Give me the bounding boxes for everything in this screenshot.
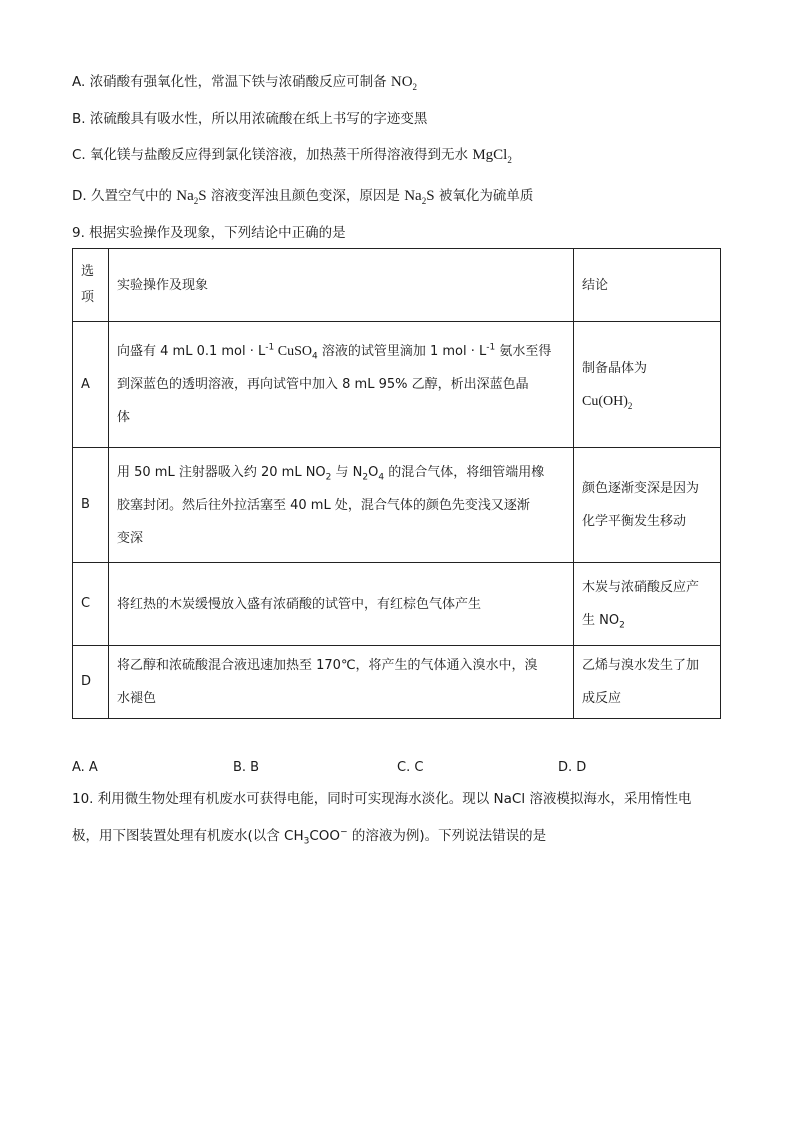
row-conclusion: 颜色逐渐变深是因为 化学平衡发生移动 bbox=[574, 448, 721, 563]
row-option: C bbox=[73, 563, 109, 646]
answer-choice-c: C. C bbox=[397, 760, 424, 775]
option-b-prev: B. 浓硫酸具有吸水性，所以用浓硫酸在纸上书写的字迹变黑 bbox=[72, 111, 428, 127]
table-header-row bbox=[73, 249, 721, 322]
question-10-line-1: 10. 利用微生物处理有机废水可获得电能，同时可实现海水淡化。现以 NaCl 溶液模拟海水，采用惰性电 bbox=[72, 791, 692, 807]
row-conclusion: 乙烯与溴水发生了加 成反应 bbox=[574, 646, 721, 719]
header-option: 选 项 bbox=[73, 249, 109, 322]
formula-na2s-2: $Na_2S$ bbox=[404, 188, 435, 206]
table-row bbox=[73, 322, 721, 448]
option-a-prev: A. 浓硝酸有强氧化性，常温下铁与浓硝酸反应可制备 $NO_2$ bbox=[72, 74, 418, 92]
row-operation: 用 50 mL 注射器吸入约 20 mL $NO_2$ 与 $N_2O_4$ 的混合气体，将细管端用橡 胶塞封闭。然后往外拉活塞至 40 mL 处，混合气体的颜色先变浅又逐渐 变深 bbox=[109, 448, 574, 563]
row-option: D bbox=[73, 646, 109, 719]
formula-mgcl2: MgCl$_2$ bbox=[472, 147, 512, 165]
answer-choice-d: D. D bbox=[558, 760, 587, 775]
formula-no2: $NO_2$ bbox=[390, 74, 418, 92]
option-c-prev: C. 氧化镁与盐酸反应得到氯化镁溶液，加热蒸干所得溶液得到无水 MgCl$_2$ bbox=[72, 147, 512, 165]
question-9-stem: 9. 根据实验操作及现象，下列结论中正确的是 bbox=[72, 225, 346, 241]
row-option: A bbox=[73, 322, 109, 448]
question-10-line-2: 极，用下图装置处理有机废水(以含 $CH_3COO^-$ 的溶液为例)。下列说法错误的是 bbox=[72, 827, 547, 847]
row-conclusion: 制备晶体为 $Cu(OH)_2$ bbox=[574, 322, 721, 448]
header-operation: 实验操作及现象 bbox=[109, 249, 574, 322]
answer-choice-b: B. B bbox=[233, 760, 260, 775]
formula-na2s: $Na_2S$ bbox=[176, 188, 207, 206]
table-row bbox=[73, 646, 721, 719]
answer-choices bbox=[72, 760, 721, 778]
row-operation: 将乙醇和浓硫酸混合液迅速加热至 170℃，将产生的气体通入溴水中，溴 水褪色 bbox=[109, 646, 574, 719]
row-option: B bbox=[73, 448, 109, 563]
experiment-table bbox=[72, 248, 721, 719]
table-row bbox=[73, 448, 721, 563]
row-operation: 将红热的木炭缓慢放入盛有浓硝酸的试管中，有红棕色气体产生 bbox=[109, 563, 574, 646]
answer-choice-a: A. A bbox=[72, 760, 98, 775]
header-conclusion: 结论 bbox=[574, 249, 721, 322]
option-d-prev: D. 久置空气中的 $Na_2S$ 溶液变浑浊且颜色变深，原因是 $Na_2S$ 被氧化为硫单质 bbox=[72, 188, 534, 206]
row-operation: 向盛有 4 mL 0.1 mol · $L^{-1}$ CuSO$_4$ 溶液的试管里滴加 1 mol · $L^{-1}$ 氨水至得 到深蓝色的透明溶液，再向试管中加入 8 mL 95% 乙醇，析出深蓝色晶 体 bbox=[109, 322, 574, 448]
table-row bbox=[73, 563, 721, 646]
row-conclusion: 木炭与浓硝酸反应产 生 $NO_2$ bbox=[574, 563, 721, 646]
